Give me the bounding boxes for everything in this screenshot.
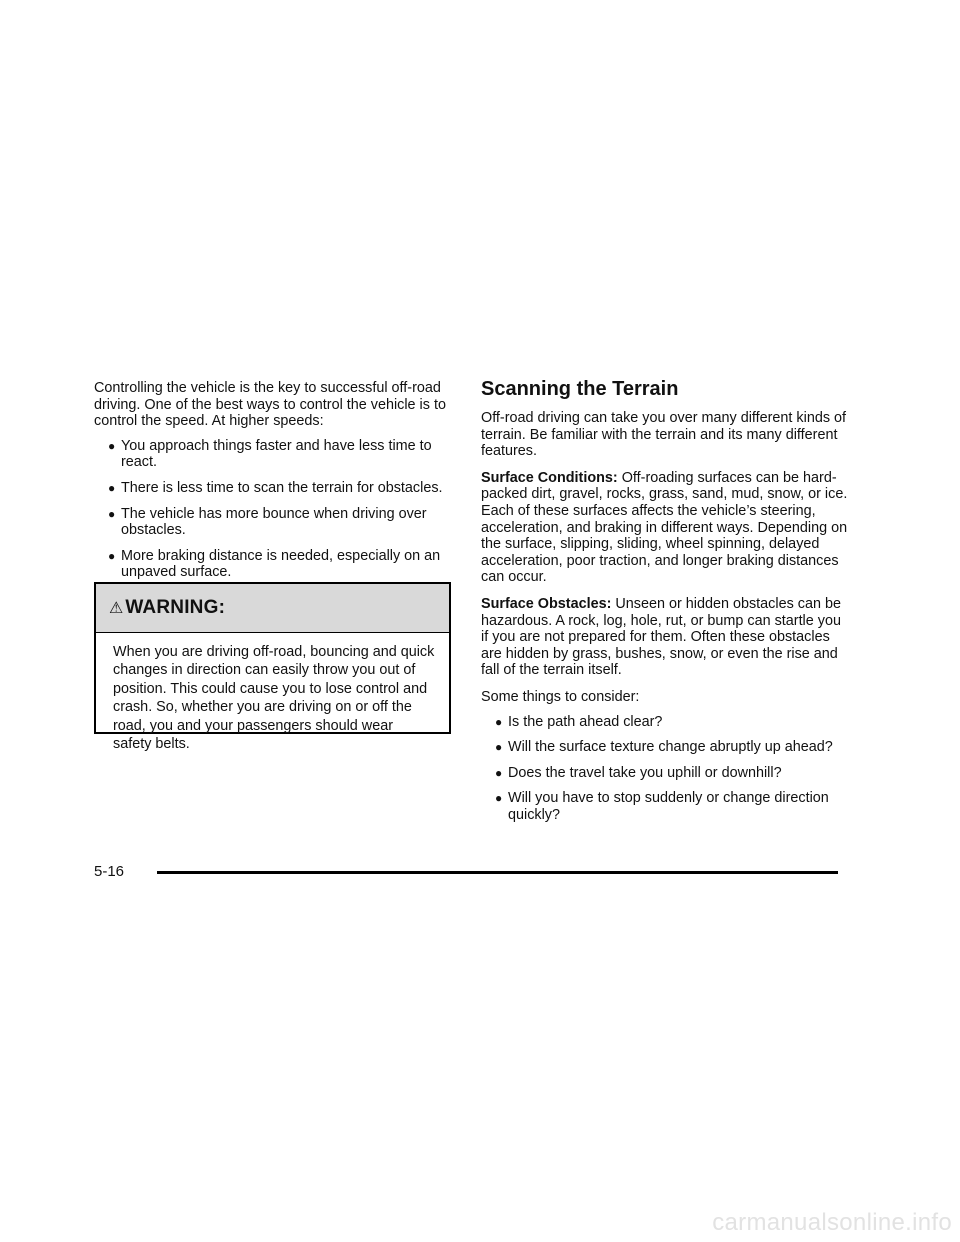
bullet-icon: ● <box>108 548 116 563</box>
right-column <box>481 378 851 832</box>
list-item <box>481 714 851 731</box>
surface-conditions-label: Surface Conditions: <box>481 469 618 486</box>
list-item <box>481 790 851 823</box>
bullet-icon: ● <box>108 438 116 453</box>
list-item <box>94 438 454 471</box>
bullet-icon: ● <box>108 506 116 521</box>
consider-list <box>481 714 851 824</box>
list-item-text: There is less time to scan the terrain for obstacles. <box>121 479 443 496</box>
list-item-text: Does the travel take you uphill or downhill? <box>508 764 782 781</box>
bullet-icon: ● <box>495 765 503 780</box>
section-heading: Scanning the Terrain <box>481 378 679 400</box>
consider-intro: Some things to consider: <box>481 688 640 705</box>
list-item-text: Will you have to stop suddenly or change direction quickly? <box>508 790 829 823</box>
list-item <box>481 765 851 782</box>
bullet-icon: ● <box>495 740 503 755</box>
warning-title: WARNING: <box>125 597 226 618</box>
warning-header <box>96 584 449 633</box>
list-item <box>94 548 454 581</box>
watermark: carmanualsonline.info <box>712 1209 952 1236</box>
list-item <box>481 739 851 756</box>
list-item-text: Will the surface texture change abruptly up ahead? <box>508 739 833 756</box>
list-item-text: Is the path ahead clear? <box>508 713 663 730</box>
surface-obstacles-text: Unseen or hidden obstacles can be hazardous. A rock, log, hole, rut, or bump can startle you if you are not prepared for them. Often these obstacles are hidden by grass, bushes, snow, or even the rise and fall of the terrain itself. <box>481 595 841 679</box>
bullet-icon: ● <box>495 714 503 729</box>
surface-obstacles-paragraph <box>481 596 851 679</box>
surface-conditions-text: Off-roading surfaces can be hard-packed dirt, gravel, rocks, grass, sand, mud, snow, or ice. Each of these surfaces affects the vehicle’s steering, acceleration, and braking in different ways. Depending on the surface, slipping, sliding, wheel spinning, delayed acceleration, poor traction, and longer braking distances can occur. <box>481 469 848 586</box>
list-item-text: You approach things faster and have less time to react. <box>121 437 432 471</box>
warning-body: When you are driving off-road, bouncing and quick changes in direction can easily throw you out of position. This could cause you to lose control and crash. So, whether you are driving on or off the road, you and your passengers should wear safety belts. <box>113 644 435 753</box>
bullet-icon: ● <box>108 480 116 495</box>
list-item <box>94 506 454 539</box>
list-item-text: More braking distance is needed, especially on an unpaved surface. <box>121 547 441 581</box>
speed-effects-list <box>94 438 454 581</box>
warning-box <box>94 582 451 753</box>
left-intro-paragraph: Controlling the vehicle is the key to successful off-road driving. One of the best ways to control the vehicle is to control the speed. At higher speeds: <box>94 380 446 430</box>
list-item <box>94 480 454 497</box>
footer-rule <box>157 871 838 874</box>
page-number: 5-16 <box>94 863 125 880</box>
terrain-intro-paragraph: Off-road driving can take you over many different kinds of terrain. Be familiar with the terrain and its many different features. <box>481 410 847 460</box>
left-column <box>94 380 454 590</box>
surface-obstacles-label: Surface Obstacles: <box>481 595 612 612</box>
bullet-icon: ● <box>495 791 503 806</box>
list-item-text: The vehicle has more bounce when driving over obstacles. <box>121 505 427 539</box>
warning-symbol-icon: ⚠ <box>109 597 124 617</box>
surface-conditions-paragraph <box>481 470 851 586</box>
